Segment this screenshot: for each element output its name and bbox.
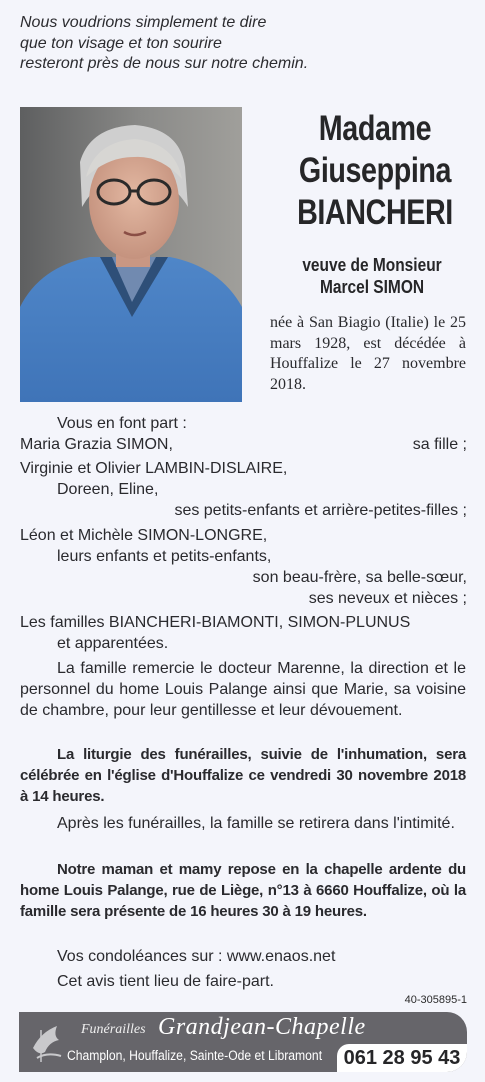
widow-line-2: Marcel SIMON xyxy=(319,277,425,297)
portrait-illustration xyxy=(20,107,242,402)
widow-of xyxy=(277,254,466,298)
family-lambin: Virginie et Olivier LAMBIN-DISLAIRE, xyxy=(20,460,288,477)
reference-number: 40-305895-1 xyxy=(404,994,467,1006)
intro-line-3: resteront près de nous sur notre chemin. xyxy=(20,55,309,72)
family-simon-children: leurs enfants et petits-enfants, xyxy=(57,548,272,565)
deceased-name xyxy=(289,108,461,234)
chapel-paragraph: Notre maman et mamy repose en la chapelle ardente du home Louis Palange, rue de Liège, n°13 à 6660 Houffalize, où la famille sera présente de 16 heures 30 à 19 heures. xyxy=(20,861,466,920)
family-maria-role: sa fille ; xyxy=(412,436,467,453)
birth-death-text: née à San Biagio (Italie) le 25 mars 1928, est décédée à Houffalize le 27 novembre 2018. xyxy=(270,314,466,393)
brand-funerailles: Funérailles xyxy=(81,1022,146,1037)
after-paragraph: Après les funérailles, la famille se retirera dans l'intimité. xyxy=(57,815,455,832)
intro-line-1: Nous voudrions simplement te dire xyxy=(20,14,267,31)
dove-logo-icon xyxy=(27,1018,67,1066)
liturgy-paragraph: La liturgie des funérailles, suivie de l'inhumation, sera célébrée en l'église d'Houffalize ce vendredi 30 novembre 2018 à 14 heures. xyxy=(20,746,466,805)
family-simon-role-1: son beau-frère, sa belle-sœur, xyxy=(252,569,467,586)
faire-part-text: Cet avis tient lieu de faire-part. xyxy=(57,973,274,990)
brand-locations: Champlon, Houffalize, Sainte-Ode et Libramont xyxy=(67,1048,323,1063)
portrait-photo xyxy=(20,107,242,402)
funeral-home-banner xyxy=(19,1012,467,1072)
phone-number: 061 28 95 43 xyxy=(337,1044,467,1072)
name-title: Madame xyxy=(318,109,432,148)
thanks-paragraph: La famille remercie le docteur Marenne, la direction et le personnel du home Louis Palange ainsi que Marie, sa voisine de chambre, pour leur gentillesse et leur dévouement. xyxy=(20,660,466,719)
brand-name: Grandjean-Chapelle xyxy=(158,1014,366,1040)
family-apparentees: et apparentées. xyxy=(57,635,169,652)
condolences-text: Vos condoléances sur : www.enaos.net xyxy=(57,948,336,965)
family-children: Doreen, Eline, xyxy=(57,481,159,498)
family-children-role: ses petits-enfants et arrière-petites-filles ; xyxy=(174,502,467,519)
name-last: BIANCHERI xyxy=(297,193,453,232)
family-families: Les familles BIANCHERI-BIAMONTI, SIMON-PLUNUS xyxy=(20,614,411,631)
intro-line-2: que ton visage et ton sourire xyxy=(20,34,222,52)
intro-poem xyxy=(20,13,470,75)
widow-line-1: veuve de Monsieur xyxy=(302,255,442,275)
family-simon: Léon et Michèle SIMON-LONGRE, xyxy=(20,527,268,544)
announce-text: Vous en font part : xyxy=(57,415,187,432)
name-first: Giuseppina xyxy=(298,151,452,190)
family-maria: Maria Grazia SIMON, xyxy=(20,436,173,453)
family-simon-role-2: ses neveux et nièces ; xyxy=(308,590,467,607)
